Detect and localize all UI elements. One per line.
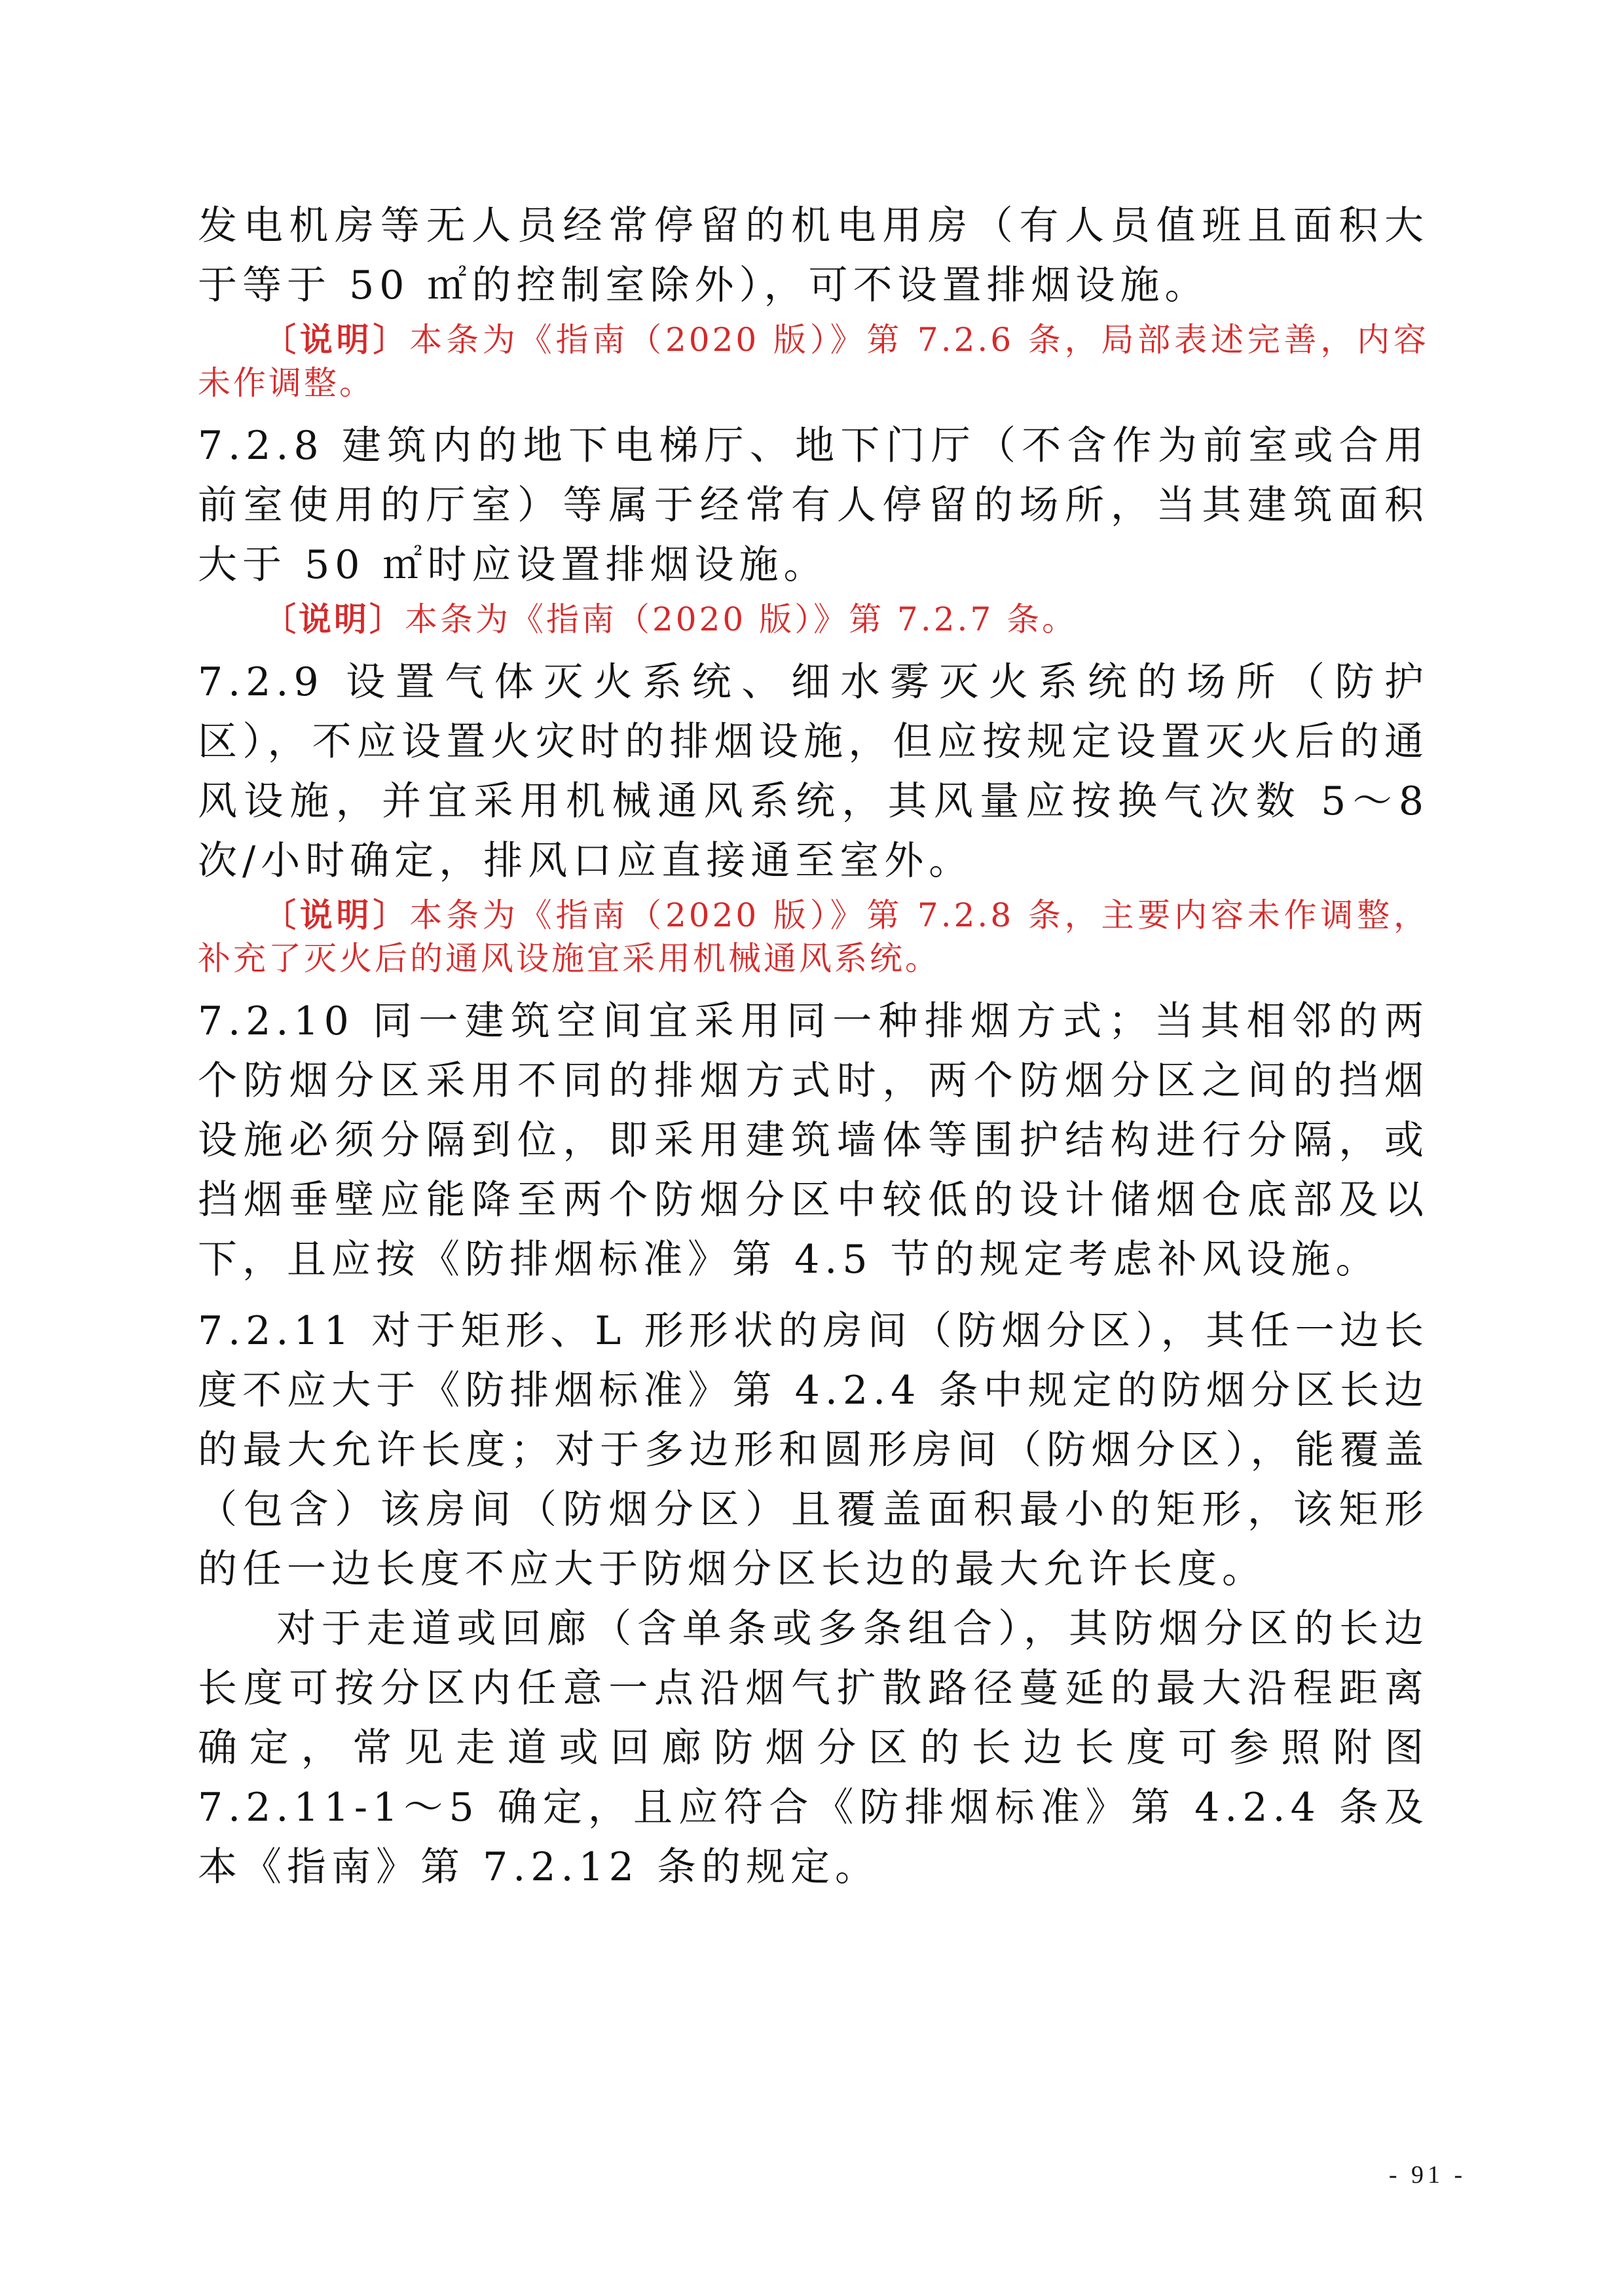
clause-number: 7.2.11 [198, 1308, 354, 1354]
clause-text: 建筑内的地下电梯厅、地下门厅（不含作为前室或合用前室使用的厅室）等属于经常有人停留的场所，当其建筑面积大于 50 ㎡时应设置排烟设施。 [198, 423, 1429, 588]
note-label: 〔说明〕 [263, 896, 410, 934]
clause-7-2-10 [198, 992, 1429, 1290]
clause-text: 同一建筑空间宜采用同一种排烟方式；当其相邻的两个防烟分区采用不同的排烟方式时，两个防烟分区之间的挡烟设施必须分隔到位，即采用建筑墙体等围护结构进行分隔，或挡烟垂壁应能降至两个防烟分区中较低的设计储烟仓底部及以下，且应按《防排烟标准》第 4.5 节的规定考虑补风设施。 [198, 998, 1429, 1283]
note-text: 本条为《指南（2020 版）》第 7.2.7 条。 [405, 600, 1078, 638]
clause-7-2-8 [198, 416, 1429, 595]
note-label: 〔说明〕 [263, 320, 410, 359]
note-text: 本条为《指南（2020 版）》第 7.2.8 条，主要内容未作调整，补充了灭火后的通风设施宜采用机械通风系统。 [198, 896, 1429, 977]
note-text: 本条为《指南（2020 版）》第 7.2.6 条，局部表述完善，内容未作调整。 [198, 321, 1429, 402]
clause-number: 7.2.10 [198, 998, 354, 1044]
clause-text: 对于矩形、L 形形状的房间（防烟分区），其任一边长度不应大于《防排烟标准》第 4.2.4 条中规定的防烟分区长边的最大允许长度；对于多边形和圆形房间（防烟分区），能覆盖（包含）该房间（防烟分区）且覆盖面积最小的矩形，该矩形的任一边长度不应大于防烟分区长边的最大允许长度。 [198, 1308, 1429, 1592]
clause-7-2-9 [198, 653, 1429, 891]
clause-7-2-11-paragraph-2: 对于走道或回廊（含单条或多条组合），其防烟分区的长边长度可按分区内任意一点沿烟气扩散路径蔓延的最大沿程距离确定，常见走道或回廊防烟分区的长边长度可参照附图 7.2.11-1～5 确定，且应符合《防排烟标准》第 4.2.4 条及本《指南》第 7.2.12 条的规定。 [198, 1606, 1429, 1890]
note-7-2-8 [198, 894, 1429, 980]
page-number: - 91 - [1388, 2161, 1467, 2189]
note-7-2-7 [198, 598, 1429, 641]
note-7-2-6 [198, 318, 1429, 405]
clause-7-2-11 [198, 1302, 1429, 1599]
note-label: 〔说明〕 [263, 600, 405, 638]
clause-number: 7.2.9 [198, 659, 324, 705]
continued-paragraph: 发电机房等无人员经常停留的机电用房（有人员值班且面积大于等于 50 ㎡的控制室除外），可不设置排烟设施。 [198, 203, 1429, 308]
document-page [198, 196, 1429, 1897]
clause-number: 7.2.8 [198, 423, 324, 469]
clause-text: 设置气体灭火系统、细水雾灭火系统的场所（防护区），不应设置火灾时的排烟设施，但应按规定设置灭火后的通风设施，并宜采用机械通风系统，其风量应按换气次数 5～8 次/小时确定，排风口应直接通至室外。 [198, 659, 1429, 884]
